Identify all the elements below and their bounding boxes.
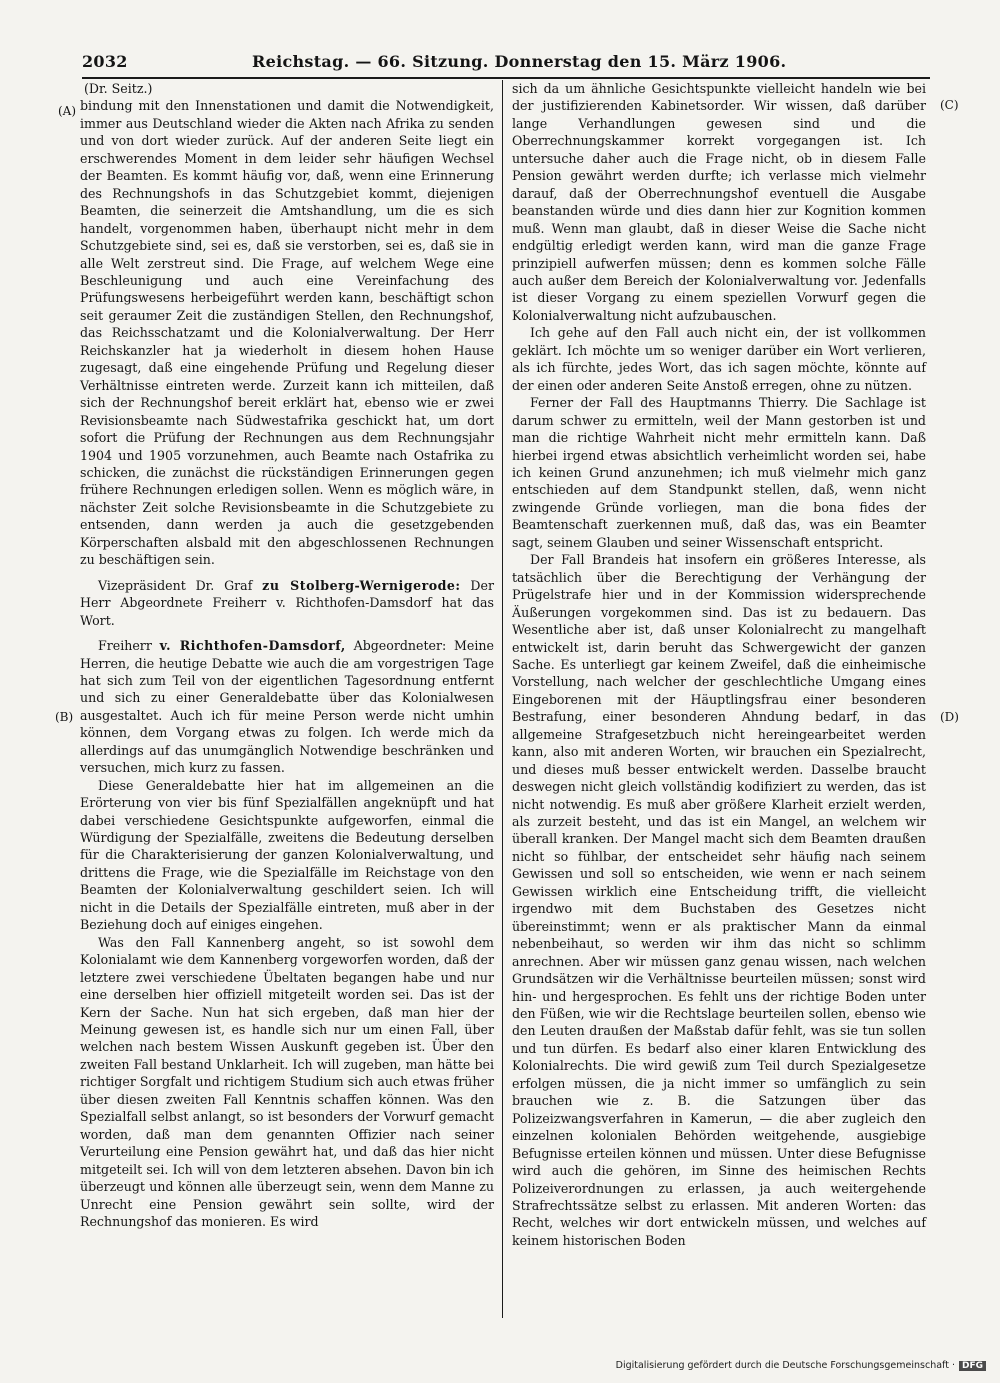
presiding-name: zu Stolberg-Wernigerode: <box>262 577 461 593</box>
speech-text: Abgeordneter: Meine Herren, die heutige Debatte wie auch die am vorgestrigen Tage hat sich zum Teil von der eigentlichen Tagesordnung entfernt und sich zu einer Generaldebatte über das Kolonialwesen ausgestaltet. Auch ich für meine Person werde nicht umhin können, dem Vorgang etwas zu folgen. Ich werde mich da allerdings auf das unumgänglich Notwendige beschränken und versuchen, mich kurz zu fassen. <box>80 638 494 776</box>
paragraph: sich da um ähnliche Gesichtspunkte vielleicht handeln wie bei der justifizierenden Kabinetsorder. Wir wissen, daß darüber lange Verhandlungen gewesen sind und die Oberrechnungskammer korrekt vorgegangen ist. Ich untersuche daher auch die Frage nicht, ob in diesem Falle Pension gewährt werden durfte; ich verlasse mich vielmehr darauf, daß der Oberrechnungshof eventuell die Ausgabe beanstanden würde und dies dann hier zur Kognition kommen muß. Wenn man glaubt, daß in dieser Weise die Sache nicht endgültig erledigt werden kann, wird man die ganze Frage prinzipiell aufwerfen müssen; denn es kommen solche Fälle auch außer dem Bereich der Kolonialverwaltung vor. Jedenfalls ist dieser Vorgang zu einem speziellen Vorwurf gegen die Kolonialverwaltung nicht aufzubauschen. <box>512 81 926 323</box>
left-column <box>80 80 494 1230</box>
footer-text: Digitalisierung gefördert durch die Deutsche Forschungsgemeinschaft · <box>615 1360 955 1371</box>
presiding-title: Vizepräsident Dr. Graf <box>98 577 253 593</box>
paragraph: Ferner der Fall des Hauptmanns Thierry. Die Sachlage ist darum schwer zu ermitteln, weil der Mann gestorben ist und man die richtige Wahrheit nicht mehr ermitteln kann. Daß hierbei irgend etwas absichtlich verheimlicht worden sei, habe ich keinen Grund anzunehmen; ich muß vielmehr mich ganz entschieden auf dem Standpunkt stellen, daß, wenn nicht zwingende Gründe vorliegen, man die bona fides der Beamtenschaft zuerkennen muß, daß das, was ein Beamter sagt, seinem Glauben und seiner Wissenschaft entspricht. <box>512 395 926 550</box>
presiding-text: Der Herr Abgeordnete Freiherr v. Richthofen-Damsdorf hat das Wort. <box>80 577 494 628</box>
paragraph: Ich gehe auf den Fall auch nicht ein, der ist vollkommen geklärt. Ich möchte um so weniger darüber ein Wort verlieren, als ich fürchte, jedes Wort, das ich sagen möchte, könnte auf der einen oder anderen Seite Anstoß erregen, ohne zu nützen. <box>512 325 926 393</box>
paragraph: bindung mit den Innenstationen und damit die Notwendigkeit, immer aus Deutschland wieder die Akten nach Afrika zu senden und von dort wieder zurück. Auf der anderen Seite liegt ein erschwerendes Moment in dem leider sehr häufigen Wechsel der Beamten. Es kommt häufig vor, daß, wenn eine Erinnerung des Rechnungshofs in das Schutzgebiet kommt, diejenigen Beamten, die seinerzeit die Amtshandlung, um die es sich handelt, vorgenommen haben, überhaupt nicht mehr in dem Schutzgebiete sind, sei es, daß sie verstorben, sei es, daß sie in alle Welt zerstreut sind. Die Frage, auf welchem Wege eine Beschleunigung und auch eine Vereinfachung des Prüfungswesens herbeigeführt werden kann, beschäftigt schon seit geraumer Zeit die zuständigen Stellen, den Rechnungshof, das Reichsschatzamt und die Kolonialverwaltung. Der Herr Reichskanzler hat ja wiederholt in diesem hohen Hause zugesagt, daß eine eingehende Prüfung und Regelung dieser Verhältnisse eintreten werde. Zurzeit kann ich mitteilen, daß sich der Rechnungshof bereit erklärt hat, ebenso wie er zwei Revisionsbeamte nach Südwestafrika geschickt hat, um dort sofort die Prüfung der Rechnungen aus dem Rechnungsjahr 1904 und 1905 vorzunehmen, auch Beamte nach Ostafrika zu schicken, die zunächst die rückständigen Erinnerungen gegen frühere Rechnungen erledigen sollen. Wenn es möglich wäre, in nächster Zeit solche Revisionsbeamte in die Schutzgebiete zu entsenden, dann werden ja auch die gesetzgebenden Körperschaften alsbald mit den abgeschlossenen Rechnungen zu beschäftigen sein. <box>80 98 494 568</box>
paragraph: Diese Generaldebatte hier hat im allgemeinen an die Erörterung von vier bis fünf Spezialfällen angeknüpft und hat dabei verschiedene Gesichtspunkte aufgeworfen, einmal die Würdigung der Spezialfälle, zweitens die Bedeutung derselben für die Charakterisierung der ganzen Kolonialverwaltung, und drittens die Frage, wie die Spezialfälle im Reichstage von den Beamten der Kolonialverwaltung geschildert seien. Ich will nicht in die Details der Spezialfälle eintreten, muß aber in der Beziehung doch auf einiges eingehen. <box>80 777 494 933</box>
presiding-remark <box>80 577 494 629</box>
paragraph: Was den Fall Kannenberg angeht, so ist sowohl dem Kolonialamt wie dem Kannenberg vorgeworfen worden, daß der letztere zwei verschiedene Übeltaten begangen habe und nur eine derselben hier offiziell mitgeteilt worden sei. Das ist der Kern der Sache. Nun hat sich ergeben, daß man hier der Meinung gewesen ist, es handle sich nur um einen Fall, über welchen nach bestem Wissen Auskunft gegeben ist. Über den zweiten Fall bestand Unklarheit. Ich will zugeben, man hätte bei richtiger Sorgfalt und richtigem Studium sich auch etwas früher über diesen zweiten Fall Kenntnis schaffen können. Was den Spezialfall selbst anlangt, so ist besonders der Vorwurf gemacht worden, daß man dem genannten Offizier nach seiner Verurteilung eine Pension gewährt hat, und daß das hier nicht mitgeteilt sei. Ich will von dem letzteren absehen. Davon bin ich überzeugt und können alle überzeugt sein, wenn dem Manne zu Unrecht eine Pension gewährt sein sollte, wird der Rechnungshof das monieren. Es wird <box>80 934 494 1229</box>
header-title: Reichstag. — 66. Sitzung. Donnerstag den 15. März 1906. <box>252 52 787 71</box>
margin-marker-a: (A) <box>58 104 77 118</box>
digitization-footer <box>616 1360 986 1371</box>
column-divider <box>502 80 503 1318</box>
speaker-name: v. Richthofen-Damsdorf, <box>159 638 346 654</box>
margin-marker-d: (D) <box>940 710 959 724</box>
page-number: 2032 <box>82 52 128 71</box>
running-header <box>82 52 930 74</box>
speech-opening <box>80 637 494 777</box>
speaker-title: Freiherr <box>98 638 152 654</box>
margin-marker-c: (C) <box>940 98 959 112</box>
right-column <box>512 80 926 1249</box>
header-rule <box>82 77 930 79</box>
paragraph: Der Fall Brandeis hat insofern ein größeres Interesse, als tatsächlich über die Berechtigung der Verhängung der Prügelstrafe hier und in der Kommission widersprechende Äußerungen vorgekommen sind. Das ist zu bedauern. Das Wesentliche aber ist, daß unser Kolonialrecht zu mangelhaft entwickelt ist, darin beruht das Schwergewicht der ganzen Sache. Es unterliegt gar keinem Zweifel, daß die einheimische Vorstellung, nach welcher der geschlechtliche Umgang eines Eingeborenen mit der Häuptlingsfrau einer besonderen Bestrafung, einer besonderen Ahndung bedarf, in das allgemeine Strafgesetzbuch nicht hereingearbeitet werden kann, also mit anderen Worten, wir brauchen ein Spezialrecht, und dieses muß besser entwickelt werden. Dasselbe braucht deswegen nicht gleich vollständig kodifiziert zu werden, das ist nicht notwendig. Es muß aber größere Klarheit erzielt werden, als zurzeit besteht, und das ist ein Mangel, an welchem wir überall kranken. Der Mangel macht sich dem Beamten draußen nicht so fühlbar, der entscheidet sehr häufig nach seinem Gewissen und soll so entscheiden, wie wenn er nach seinem Gewissen wirklich eine Entscheidung trifft, die vielleicht irgendwo mit dem Buchstaben des Gesetzes nicht übereinstimmt; wenn er als praktischer Mann da einmal nebenbeihaut, so werden wir ihm das nicht so schlimm anrechnen. Aber wir müssen ganz genau wissen, nach welchen Grundsätzen wir die Verhältnisse beurteilen müssen; sonst wird hin- und hergesprochen. Es fehlt uns der richtige Boden unter den Füßen, wie wir die Rechtslage beurteilen sollen, ebenso wie den Leuten draußen der Maßstab dafür fehlt, was sie tun sollen und tun dürfen. Es bedarf also einer klaren Entwicklung des Kolonialrechts. Die wird gewiß zum Teil durch Spezialgesetze erfolgen müssen, die ja nicht immer so umfänglich zu sein brauchen wie z. B. die Satzungen über das Polizeizwangsverfahren in Kamerun, — die aber zugleich den einzelnen kolonialen Behörden weitgehende, ausgiebige Befugnisse erteilen können und müssen. Unter diese Befugnisse wird auch die gehören, im Sinne des heimischen Rechts Polizeiverordnungen zu erlassen, ja auch weitergehende Strafrechtssätze selbst zu erlassen. Mit anderen Worten: das Recht, welches wir dort entwickeln müssen, und welches auf keinem historischen Boden <box>512 552 926 1248</box>
speaker-continuation: (Dr. Seitz.) <box>84 81 153 96</box>
dfg-logo: DFG <box>959 1361 986 1371</box>
margin-marker-b: (B) <box>55 710 74 724</box>
